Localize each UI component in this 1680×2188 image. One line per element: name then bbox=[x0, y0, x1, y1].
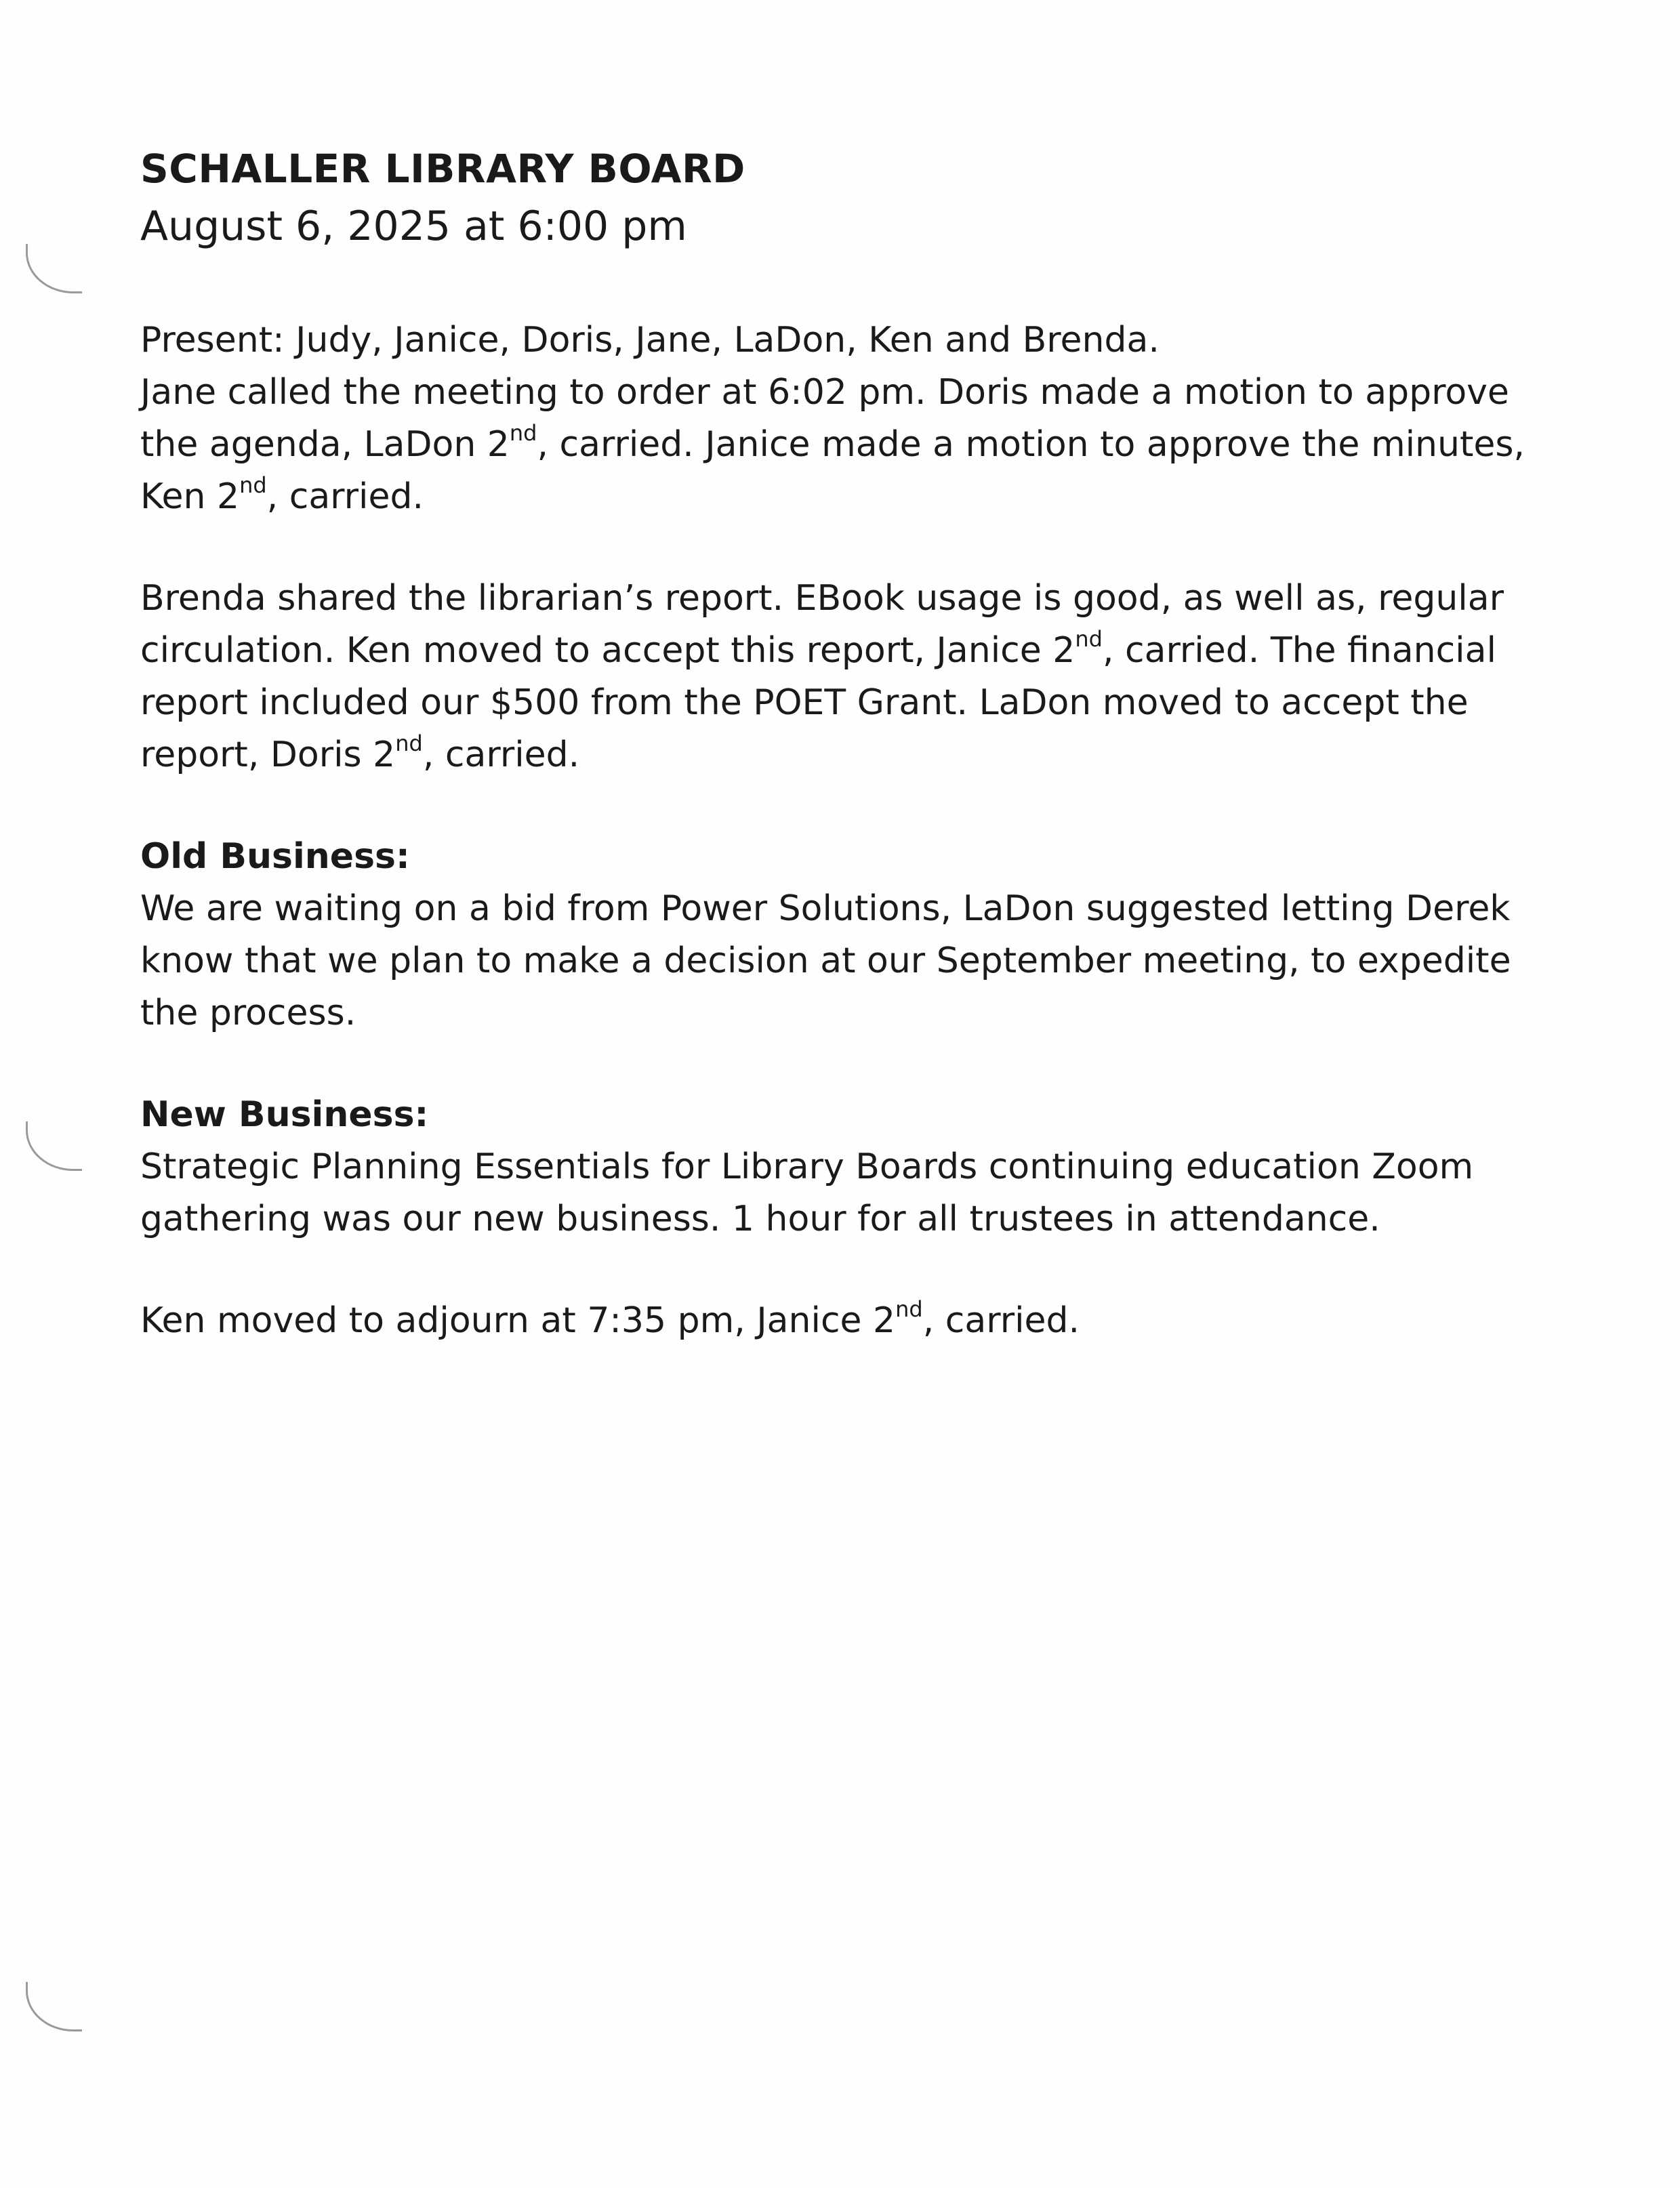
ordinal-suffix: nd bbox=[239, 472, 267, 499]
punch-hole-mark-middle bbox=[26, 1121, 82, 1171]
call-to-order-text-3: , carried. bbox=[266, 476, 424, 517]
reports-paragraph bbox=[140, 573, 1563, 781]
new-business-text: Strategic Planning Essentials for Library Boards continuing education Zoom gathering was our new business. 1 hour for all trustees in attendance. bbox=[140, 1146, 1474, 1239]
reports-text-3: , carried. bbox=[422, 734, 580, 775]
reports-text-1: Brenda shared the librarian’s report. EBook usage is good, as well as, regular circulation. Ken moved to accept this report, Janice 2 bbox=[140, 577, 1504, 671]
ordinal-suffix: nd bbox=[1075, 626, 1103, 653]
punch-hole-mark-bottom bbox=[26, 1982, 82, 2031]
meeting-date: August 6, 2025 at 6:00 pm bbox=[140, 202, 687, 250]
call-to-order-text-2: , carried. Janice made a motion to approve the minutes, Ken 2 bbox=[140, 424, 1525, 517]
ordinal-suffix: nd bbox=[395, 730, 423, 757]
adjournment-line bbox=[140, 1295, 1563, 1347]
new-business-heading: New Business: bbox=[140, 1094, 429, 1135]
ordinal-suffix: nd bbox=[895, 1296, 923, 1323]
minutes-content bbox=[140, 146, 1563, 1347]
adjourn-text-1: Ken moved to adjourn at 7:35 pm, Janice 2 bbox=[140, 1300, 896, 1341]
call-to-order-text-1: Jane called the meeting to order at 6:02 pm. Doris made a motion to approve the agenda, LaDon 2 bbox=[140, 371, 1509, 465]
attendance-line: Present: Judy, Janice, Doris, Jane, LaDon, Ken and Brenda. bbox=[140, 319, 1160, 360]
old-business-text: We are waiting on a bid from Power Solutions, LaDon suggested letting Derek know that we plan to make a decision at our September meeting, to expedite the process. bbox=[140, 888, 1511, 1033]
punch-hole-mark-top bbox=[26, 244, 82, 293]
call-to-order-paragraph bbox=[140, 367, 1563, 523]
old-business-heading: Old Business: bbox=[140, 835, 410, 877]
board-title: SCHALLER LIBRARY BOARD bbox=[140, 146, 745, 192]
reports-text-2: , carried. The financial report included our $500 from the POET Grant. LaDon moved to accept the report, Doris 2 bbox=[140, 629, 1496, 775]
adjourn-text-2: , carried. bbox=[922, 1300, 1080, 1341]
ordinal-suffix: nd bbox=[509, 420, 537, 447]
